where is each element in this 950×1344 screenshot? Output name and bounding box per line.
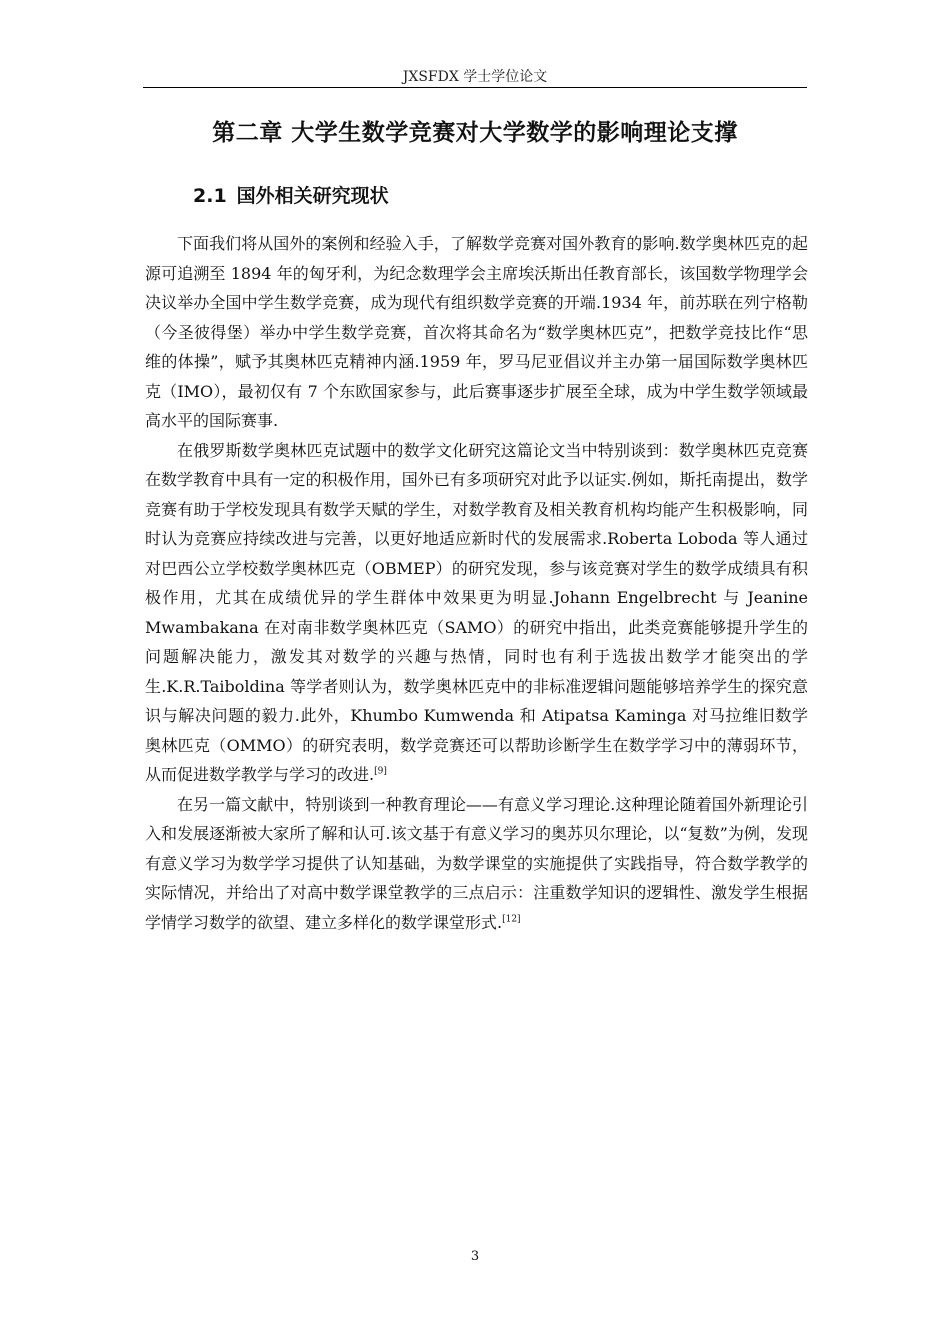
citation: [9] (374, 766, 387, 777)
running-header: JXSFDX 学士学位论文 (402, 69, 548, 85)
section-title: 国外相关研究现状 (236, 185, 389, 207)
paragraph-text: 在另一篇文献中，特别谈到一种教育理论——有意义学习理论.这种理论随着国外新理论引入和发展逐渐被大家所了解和认可.该文基于有意义学习的奥苏贝尔理论，以“复数”为例，发现有意义学习为数学学习提供了认知基础，为数学课堂的实施提供了实践指导，符合数学教学的实际情况，并给出了对高中数学课堂教学的三点启示：注重数学知识的逻辑性、激发学生根据学情学习数学的欲望、建立多样化的数学课堂形式. (145, 794, 808, 932)
citation: [12] (502, 914, 521, 925)
paragraph-text: 下面我们将从国外的案例和经验入手，了解数学竞赛对国外教育的影响.数学奥林匹克的起源可追溯至 1894 年的匈牙利，为纪念数理学会主席埃沃斯出任教育部长，该国数学物理学会决议举办全国中学生数学竞赛，成为现代有组织数学竞赛的开端.1934 年，前苏联在列宁格勒（今圣彼得堡）举办中学生数学竞赛，首次将其命名为“数学奥林匹克”，把数学竞技比作“思维的体操”，赋予其奥林匹克精神内涵.1959 年，罗马尼亚倡议并主办第一届国际数学奥林匹克（IMO），最初仅有 7 个东欧国家参与，此后赛事逐步扩展至全球，成为中学生数学领域最高水平的国际赛事. (145, 234, 808, 430)
paragraph (145, 790, 808, 938)
header-rule (143, 87, 807, 88)
chapter-title: 第二章 大学生数学竞赛对大学数学的影响理论支撑 (212, 120, 738, 146)
section-heading (193, 181, 389, 208)
paragraph-text: 在俄罗斯数学奥林匹克试题中的数学文化研究这篇论文当中特别谈到：数学奥林匹克竞赛在数学教育中具有一定的积极作用，国外已有多项研究对此予以证实.例如，斯托南提出，数学竞赛有助于学校发现具有数学天赋的学生，对数学教育及相关教育机构均能产生积极影响，同时认为竞赛应持续改进与完善，以更好地适应新时代的发展需求.Roberta Loboda 等人通过对巴西公立学校数学奥林匹克（OBMEP）的研究发现，参与该竞赛对学生的数学成绩具有积极作用，尤其在成绩优异的学生群体中效果更为明显.Johann Engelbrecht 与 Jeanine Mwambakana 在对南非数学奥林匹克（SAMO）的研究中指出，此类竞赛能够提升学生的问题解决能力，激发其对数学的兴趣与热情，同时也有利于选拔出数学才能突出的学生.K.R.Taiboldina 等学者则认为，数学奥林匹克中的非标准逻辑问题能够培养学生的探究意识与解决问题的毅力.此外，Khumbo Kumwenda 和 Atipatsa Kaminga 对马拉维旧数学奥林匹克（OMMO）的研究表明，数学竞赛还可以帮助诊断学生在数学学习中的薄弱环节，从而促进数学教学与学习的改进. (145, 440, 808, 784)
section-number: 2.1 (193, 185, 227, 207)
paragraph (145, 436, 808, 790)
page-number: 3 (470, 1249, 480, 1264)
body-text (145, 229, 808, 937)
paragraph (145, 229, 808, 436)
